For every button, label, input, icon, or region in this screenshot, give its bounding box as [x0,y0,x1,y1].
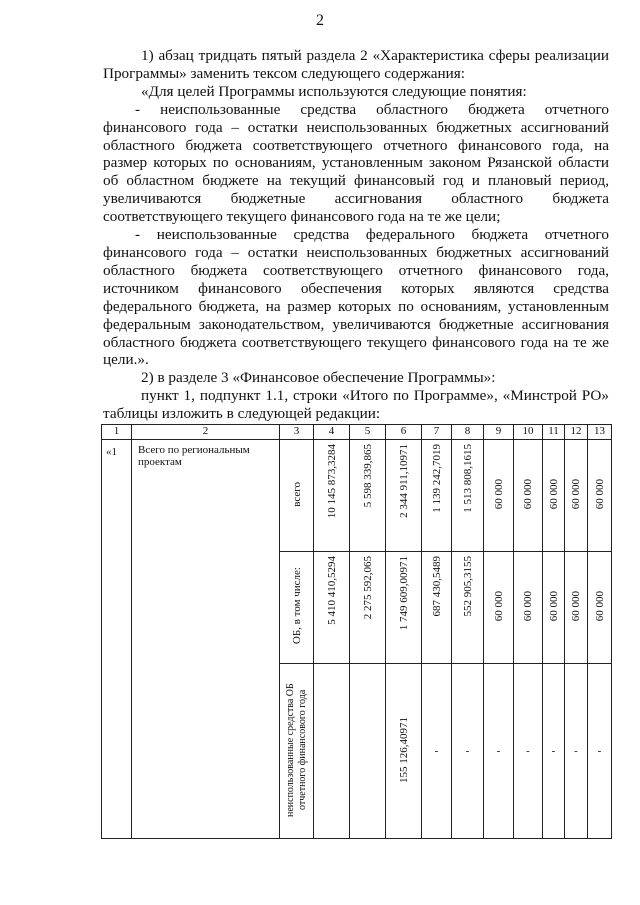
paragraph-amendment-2: 2) в разделе 3 «Финансовое обеспечение Программы»: [141,369,496,387]
header-cell: 6 [386,425,422,440]
value-cell: 60 000 [565,552,588,664]
header-cell: 12 [565,425,588,440]
value-cell: 155 126,40971 [386,664,422,839]
header-cell: 13 [588,425,612,440]
value-cell: - [422,664,452,839]
value-cell: 2 344 911,10971 [386,440,422,552]
value-cell: 60 000 [484,440,514,552]
value-cell [350,664,386,839]
row-label-cell [280,552,314,664]
value-cell: 10 145 873,3284 [314,440,350,552]
table-header-row [102,425,612,440]
row-label: ОБ, в том числе: [290,567,303,645]
row-label: всего [290,481,303,507]
financing-table [101,424,612,839]
row-number: «1 [102,440,132,839]
paragraph-amendment-1: 1) абзац тридцать пятый раздела 2 «Характеристика сферы реализации Программы» заменить тексом следующего содержания: [103,47,609,82]
value-cell: 1 749 609,00971 [386,552,422,664]
header-cell: 2 [132,425,280,440]
header-cell: 11 [543,425,565,440]
value-cell: - [452,664,484,839]
value-cell: 60 000 [588,440,612,552]
header-cell: 8 [452,425,484,440]
value-cell: 5 410 410,5294 [314,552,350,664]
value-cell: 60 000 [588,552,612,664]
value-cell: 60 000 [514,440,543,552]
document-body [103,47,609,423]
row-name: Всего по региональным проектам [132,440,280,839]
value-cell: - [588,664,612,839]
value-cell [314,664,350,839]
page-number: 2 [316,12,324,29]
value-cell: - [484,664,514,839]
value-cell: 552 905,3155 [452,552,484,664]
header-cell: 3 [280,425,314,440]
value-cell: - [543,664,565,839]
row-label: неиспользованные средства ОБ отчетного финансового года [284,682,308,817]
row-label-cell [280,664,314,839]
paragraph-table-instruction: пункт 1, подпункт 1.1, строки «Итого по Программе», «Минстрой РО» таблицы изложить в следующей редакции: [103,387,609,423]
value-cell: 1 513 808,1615 [452,440,484,552]
value-cell: 60 000 [565,440,588,552]
paragraph-definition-federal: - неиспользованные средства федерального бюджета отчетного финансового года – остатки неиспользованных бюджетных ассигнований областного бюджета соответствующего отчетного финансового года, источником финансового обеспечения которых являются средства федерального бюджета, на размер которых по основаниям, установленным федеральным законодательством, увеличиваются бюджетные ассигнования областного бюджета соответствующего текущего финансового года на те же цели.». [103,226,609,369]
value-cell: 1 139 242,7019 [422,440,452,552]
header-cell: 4 [314,425,350,440]
value-cell: 5 598 339,865 [350,440,386,552]
header-cell: 1 [102,425,132,440]
value-cell: 60 000 [484,552,514,664]
value-cell: 687 430,5489 [422,552,452,664]
header-cell: 10 [514,425,543,440]
header-cell: 7 [422,425,452,440]
value-cell: 60 000 [543,440,565,552]
value-cell: 60 000 [514,552,543,664]
paragraph-definition-regional: - неиспользованные средства областного бюджета отчетного финансового года – остатки неиспользованных бюджетных ассигнований областного бюджета соответствующего отчетного финансового года, на размер которых по основаниям, установленным законом Рязанской области об областном бюджете на текущий финансовый год и плановый период, увеличиваются бюджетные ассигнования областного бюджета соответствующего текущего финансового года на те же цели; [103,100,609,226]
value-cell: 2 275 592,065 [350,552,386,664]
paragraph-definitions-intro: «Для целей Программы используются следующие понятия: [141,82,527,100]
row-label-cell [280,440,314,552]
value-cell: - [514,664,543,839]
header-cell: 9 [484,425,514,440]
header-cell: 5 [350,425,386,440]
value-cell: - [565,664,588,839]
value-cell: 60 000 [543,552,565,664]
table-row [102,440,612,552]
